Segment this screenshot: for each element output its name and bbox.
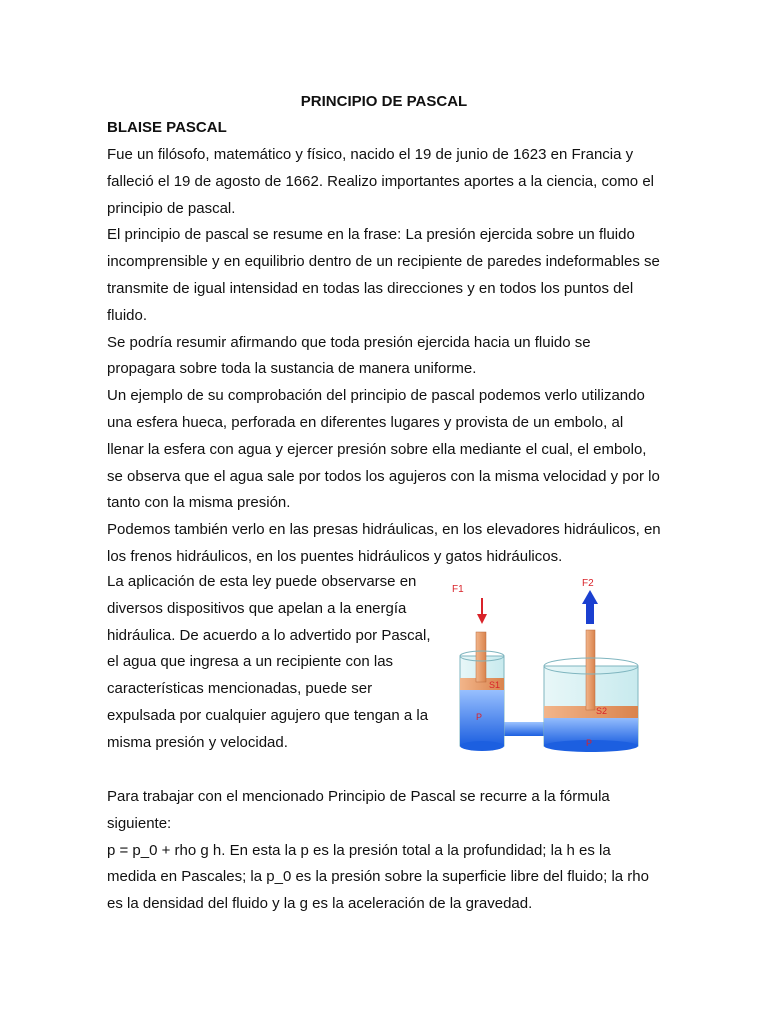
text-block-formula: [107, 784, 662, 918]
paragraph-biography: Fue un filósofo, matemático y físico, nacido el 19 de junio de 1623 en Francia y falleció el 19 de agosto de 1662. Realizo importantes aportes a la ciencia, como el principio de pascal.: [107, 146, 654, 217]
connecting-pipe: [498, 722, 546, 736]
paragraph-applications: Podemos también verlo en las presas hidráulicas, en los elevadores hidráulicos, en los frenos hidráulicos, en los puentes hidráulicos y gatos hidráulicos.: [107, 521, 661, 565]
arrow-down-icon: [477, 614, 487, 624]
label-f2: F2: [582, 578, 594, 589]
author-heading: BLAISE PASCAL: [107, 119, 227, 136]
page-title: PRINCIPIO DE PASCAL: [300, 93, 468, 110]
paragraph-example: Un ejemplo de su comprobación del principio de pascal podemos verlo utilizando una esfera hueca, perforada en diferentes lugares y provista de un embolo, al llenar la esfera con agua y ejercer presión sobre ella mediante el cual, el embolo, se observa que el agua sale por todos los agujeros con la misma velocidad y por lo tanto con la misma presión.: [107, 387, 660, 512]
text-block-beside-figure: [107, 569, 437, 757]
label-f1: F1: [452, 584, 464, 595]
paragraph-principle: El principio de pascal se resume en la frase: La presión ejercida sobre un fluido incomprensible y en equilibrio dentro de un recipiente de paredes indeformables se transmite de igual intensidad en todas las direcciones y en todos los puntos del fluido.: [107, 226, 660, 324]
label-p-right: P: [586, 738, 593, 748]
right-piston-rod: [586, 630, 595, 710]
paragraph-formula-intro: Para trabajar con el mencionado Principio de Pascal se recurre a la fórmula siguiente:: [107, 788, 610, 832]
label-s2: S2: [596, 706, 608, 716]
label-s1: S1: [489, 680, 501, 690]
paragraph-formula: p = p_0 + rho g h. En esta la p es la presión total a la profundidad; la h es la medida en Pascales; la p_0 es la presión sobre la superficie libre del fluido; la rho es la densidad del fluido y la g es la aceleración de la gravedad.: [107, 841, 649, 913]
hydraulic-press-diagram: [448, 570, 648, 760]
hydraulic-press-illustration: [448, 570, 648, 760]
force-up-arrow: [586, 602, 594, 624]
paragraph-summary: Se podría resumir afirmando que toda presión ejercida hacia un fluido se propagara sobre toda la sustancia de manera uniforme.: [107, 333, 591, 378]
text-block-main: [107, 142, 662, 571]
left-piston-rod: [476, 632, 486, 682]
arrow-up-icon: [582, 590, 598, 604]
label-p-left: P: [476, 712, 483, 722]
paragraph-hydraulic: La aplicación de esta ley puede observarse en diversos dispositivos que apelan a la energía hidráulica. De acuerdo a lo advertido por Pascal, el agua que ingresa a un recipiente con las características mencionadas, puede ser expulsada por cualquier agujero que tengan a la misma presión y velocidad.: [107, 573, 431, 751]
